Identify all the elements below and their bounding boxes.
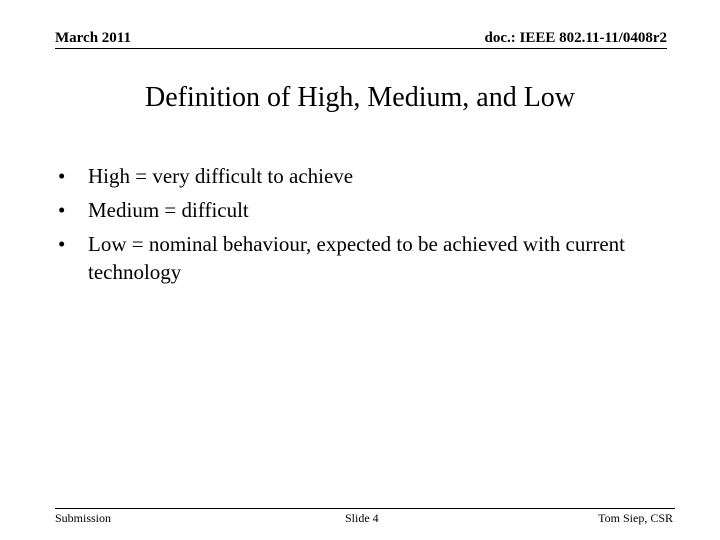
slide-header [55,28,667,49]
bullet-icon: • [58,198,66,222]
bullet-icon: • [58,232,66,256]
bullet-text: Low = nominal behaviour, expected to be achieved with current technology [88,232,625,284]
bullet-icon: • [58,164,66,188]
footer-slide-number: Slide 4 [345,511,379,525]
bullet-text: Medium = difficult [88,198,249,222]
bullet-item-medium [58,196,678,224]
slide-footer [55,508,675,529]
slide-title: Definition of High, Medium, and Low [144,82,576,113]
bullet-item-low [58,230,678,286]
bullet-text: High = very difficult to achieve [88,164,354,188]
bullet-item-high [58,162,678,190]
header-doc-id: doc.: IEEE 802.11-11/0408r2 [484,30,667,46]
footer-submission: Submission [55,511,112,525]
footer-author: Tom Siep, CSR [598,511,673,525]
bullet-list [58,162,678,292]
header-date: March 2011 [55,30,131,46]
